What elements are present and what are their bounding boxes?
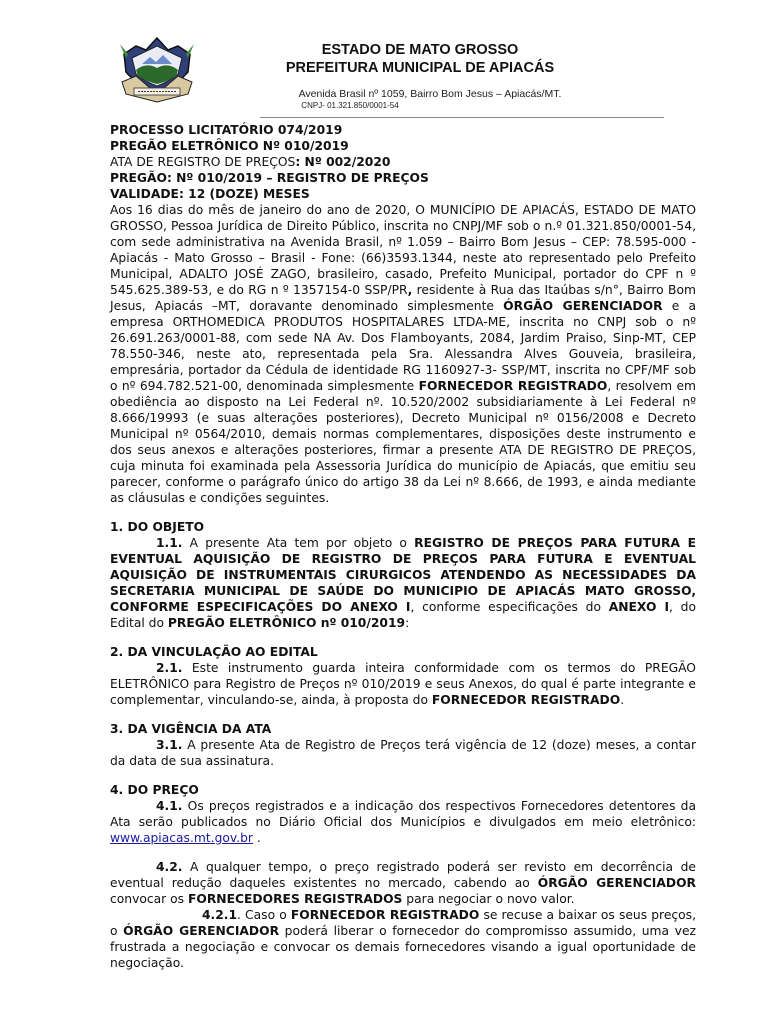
pregao-eletronico-title: PREGÃO ELETRÔNICO Nº 010/2019 <box>110 139 349 153</box>
clause-3-1: 3.1. A presente Ata de Registro de Preços terá vigência de 12 (doze) meses, a contar da data de sua assinatura. <box>110 738 696 768</box>
header-divider <box>260 117 664 118</box>
section-3-heading: 3. DA VIGÊNCIA DA ATA <box>110 722 272 736</box>
clause-1-1: 1.1. A presente Ata tem por objeto o REGISTRO DE PREÇOS PARA FUTURA E EVENTUAL AQUISIÇÃO DE REGISTRO DE PREÇOS PARA FUTURA E EVENTUAL AQUISIÇÃO DE INSTRUMENTAIS CIRURGICOS ATENDENDO AS NECESSIDADES DA SECRETARIA MUNICIPAL DE SAÚDE DO MUNICIPIO DE APIACÁS MATO GROSSO, CONFORME ESPECIFICAÇÕES DO ANEXO I, conforme especificações do ANEXO I, do Edital do PREGÃO ELETRÔNICO nº 010/2019: <box>110 536 696 630</box>
prefecture-cnpj: CNPJ- 01.321.850/0001-54 <box>301 101 399 110</box>
ata-title: ATA DE REGISTRO DE PREÇOS: Nº 002/2020 <box>110 155 391 169</box>
document-body <box>110 122 696 971</box>
validade-title: VALIDADE: 12 (DOZE) MESES <box>110 187 310 201</box>
pregao-registro-title: PREGÃO: Nº 010/2019 – REGISTRO DE PREÇOS <box>110 171 429 185</box>
preamble-paragraph: Aos 16 dias do mês de janeiro do ano de 2020, O MUNICÍPIO DE APIACÁS, ESTADO DE MATO GROSSO, Pessoa Jurídica de Direito Público, inscrita no CNPJ/MF sob o n.º 01.321.850/0001-54, com sede administrativa na Avenida Brasil, nº 1.059 – Bairro Bom Jesus – CEP: 78.595-000 - Apiacás - Mato Grosso – Brasil - Fone: (66)3593.1344, neste ato representado pelo Prefeito Municipal, ADALTO JOSÉ ZAGO, brasileiro, casado, Prefeito Municipal, portador do CPF n º 545.625.389-53, e do RG n º 1357154-0 SSP/PR, residente à Rua das Itaúbas s/n°, Bairro Bom Jesus, Apiacás –MT, doravante denominado simplesmente ÓRGÃO GERENCIADOR e a empresa ORTHOMEDICA PRODUTOS HOSPITALARES LTDA-ME, inscrita no CNPJ sob o nº 26.691.263/0001-88, com sede NA Av. Dos Flamboyants, 2084, Jardim Praiso, Sinp-MT, CEP 78.550-346, neste ato, representada pela Sra. Alessandra Alves Gouveia, brasileira, empresária, portador da Cédula de identidade RG 1160927-3- SSP/MT, inscrita no CPF/MF sob o nº 694.782.521-00, denominada simplesmente FORNECEDOR REGISTRADO, resolvem em obediência ao disposto na Lei Federal nº. 10.520/2002 subsidiariamente à Lei Federal nº 8.666/19993 (e suas alterações posteriores), Decreto Municipal nº 0156/2008 e Decreto Municipal nº 0564/2010, demais normas complementares, disposições deste instrumento e dos seus anexos e alterações posteriores, firmar a presente ATA DE REGISTRO DE PREÇOS, cuja minuta foi examinada pela Assessoria Jurídica do município de Apiacás, que emitiu seu parecer, conforme o parágrafo único do artigo 38 da Lei nº 8.666, de 1993, e ainda mediante as cláusulas e condições seguintes. <box>110 203 697 505</box>
clause-4-2-1: 4.2.1. Caso o FORNECEDOR REGISTRADO se recuse a baixar os seus preços, o ÓRGÃO GERENCIADOR poderá liberar o fornecedor do compromisso assumido, uma vez frustrada a negociação e convocar os demais fornecedores visando a igual oportunidade de negociação. <box>110 908 696 970</box>
section-1-heading: 1. DO OBJETO <box>110 520 205 534</box>
prefecture-title: PREFEITURA MUNICIPAL DE APIACÁS <box>285 60 555 76</box>
website-link[interactable]: www.apiacas.mt.gov.br <box>110 831 253 845</box>
prefecture-address: Avenida Brasil nº 1059, Bairro Bom Jesus – Apiacás/MT. <box>298 88 562 100</box>
clause-4-1: 4.1. Os preços registrados e a indicação dos respectivos Fornecedores detentores da Ata serão publicados no Diário Oficial dos Municípios e divulgados em meio eletrônico: www.apiacas.mt.gov.br . <box>110 799 696 845</box>
clause-2-1: 2.1. Este instrumento guarda inteira conformidade com os termos do PREGÃO ELETRÔNICO para Registro de Preços nº 010/2019 e seus Anexos, do qual é parte integrante e complementar, vinculando-se, ainda, à proposta do FORNECEDOR REGISTRADO. <box>110 661 696 707</box>
section-2-heading: 2. DA VINCULAÇÃO AO EDITAL <box>110 645 318 659</box>
municipal-crest-icon <box>116 24 198 106</box>
section-4-heading: 4. DO PREÇO <box>110 783 199 797</box>
processo-title: PROCESSO LICITATÓRIO 074/2019 <box>110 123 343 137</box>
state-title: ESTADO DE MATO GROSSO <box>321 42 519 58</box>
clause-4-2: 4.2. A qualquer tempo, o preço registrado poderá ser revisto em decorrência de eventual redução daqueles existentes no mercado, cabendo ao ÓRGÃO GERENCIADOR convocar os FORNECEDORES REGISTRADOS para negociar o novo valor. <box>110 860 696 906</box>
